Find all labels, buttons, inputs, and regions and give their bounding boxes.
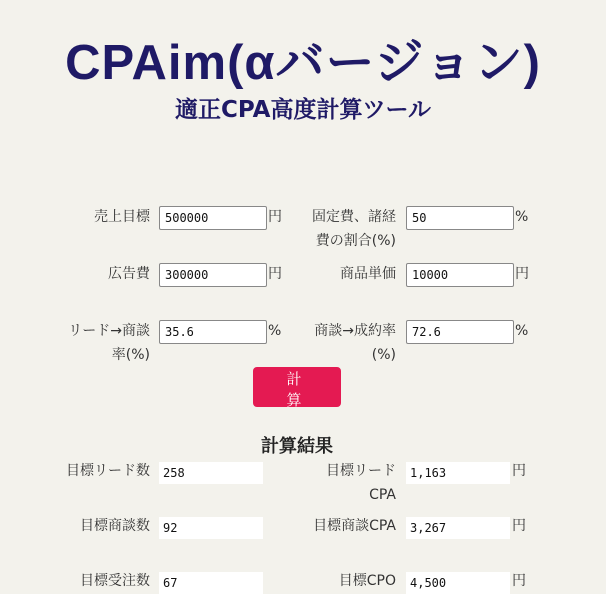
target-orders-value: 67 bbox=[159, 572, 263, 594]
unit-price-input[interactable] bbox=[406, 263, 514, 287]
lead-to-meeting-label-2: 率(%) bbox=[111, 347, 150, 363]
target-meeting-cpa-value: 3,267 bbox=[406, 517, 510, 539]
meeting-to-contract-input[interactable] bbox=[406, 320, 514, 344]
lead-to-meeting-label-1: リード→商談 bbox=[68, 323, 150, 339]
target-orders-label: 目標受注数 bbox=[80, 573, 150, 589]
target-lead-cpa-unit: 円 bbox=[512, 463, 526, 479]
fixed-cost-label-2: 費の割合(%) bbox=[315, 233, 396, 249]
sales-target-input[interactable] bbox=[159, 206, 267, 230]
ad-cost-label: 広告費 bbox=[108, 266, 150, 282]
target-leads-value: 258 bbox=[159, 462, 263, 484]
lead-to-meeting-input[interactable] bbox=[159, 320, 267, 344]
fixed-cost-label-1: 固定費、諸経 bbox=[312, 209, 396, 225]
ad-cost-input[interactable] bbox=[159, 263, 267, 287]
meeting-to-contract-unit: % bbox=[515, 323, 529, 339]
lead-to-meeting-unit: % bbox=[268, 323, 282, 339]
results-heading: 計算結果 bbox=[261, 436, 333, 457]
target-lead-cpa-label-1: 目標リード bbox=[326, 463, 396, 479]
sales-target-unit: 円 bbox=[268, 209, 282, 225]
target-meeting-cpa-unit: 円 bbox=[512, 518, 526, 534]
ad-cost-unit: 円 bbox=[268, 266, 282, 282]
unit-price-unit: 円 bbox=[515, 266, 529, 282]
fixed-cost-unit: % bbox=[515, 209, 529, 225]
target-leads-label: 目標リード数 bbox=[66, 463, 150, 479]
fixed-cost-input[interactable] bbox=[406, 206, 514, 230]
calculate-button[interactable]: 計 算 bbox=[253, 367, 341, 407]
meeting-to-contract-label-2: (%) bbox=[371, 347, 396, 363]
target-lead-cpa-label-2: CPA bbox=[369, 487, 396, 503]
page-subtitle: 適正CPA高度計算ツール bbox=[175, 97, 431, 123]
page-title: CPAim(αバージョン) bbox=[65, 36, 541, 90]
unit-price-label: 商品単価 bbox=[340, 266, 396, 282]
target-cpo-unit: 円 bbox=[512, 573, 526, 589]
target-meetings-value: 92 bbox=[159, 517, 263, 539]
target-cpo-label: 目標CPO bbox=[338, 573, 396, 589]
target-cpo-value: 4,500 bbox=[406, 572, 510, 594]
target-meetings-label: 目標商談数 bbox=[80, 518, 150, 534]
target-lead-cpa-value: 1,163 bbox=[406, 462, 510, 484]
sales-target-label: 売上目標 bbox=[94, 209, 150, 225]
target-meeting-cpa-label: 目標商談CPA bbox=[313, 518, 396, 534]
meeting-to-contract-label-1: 商談→成約率 bbox=[314, 323, 396, 339]
